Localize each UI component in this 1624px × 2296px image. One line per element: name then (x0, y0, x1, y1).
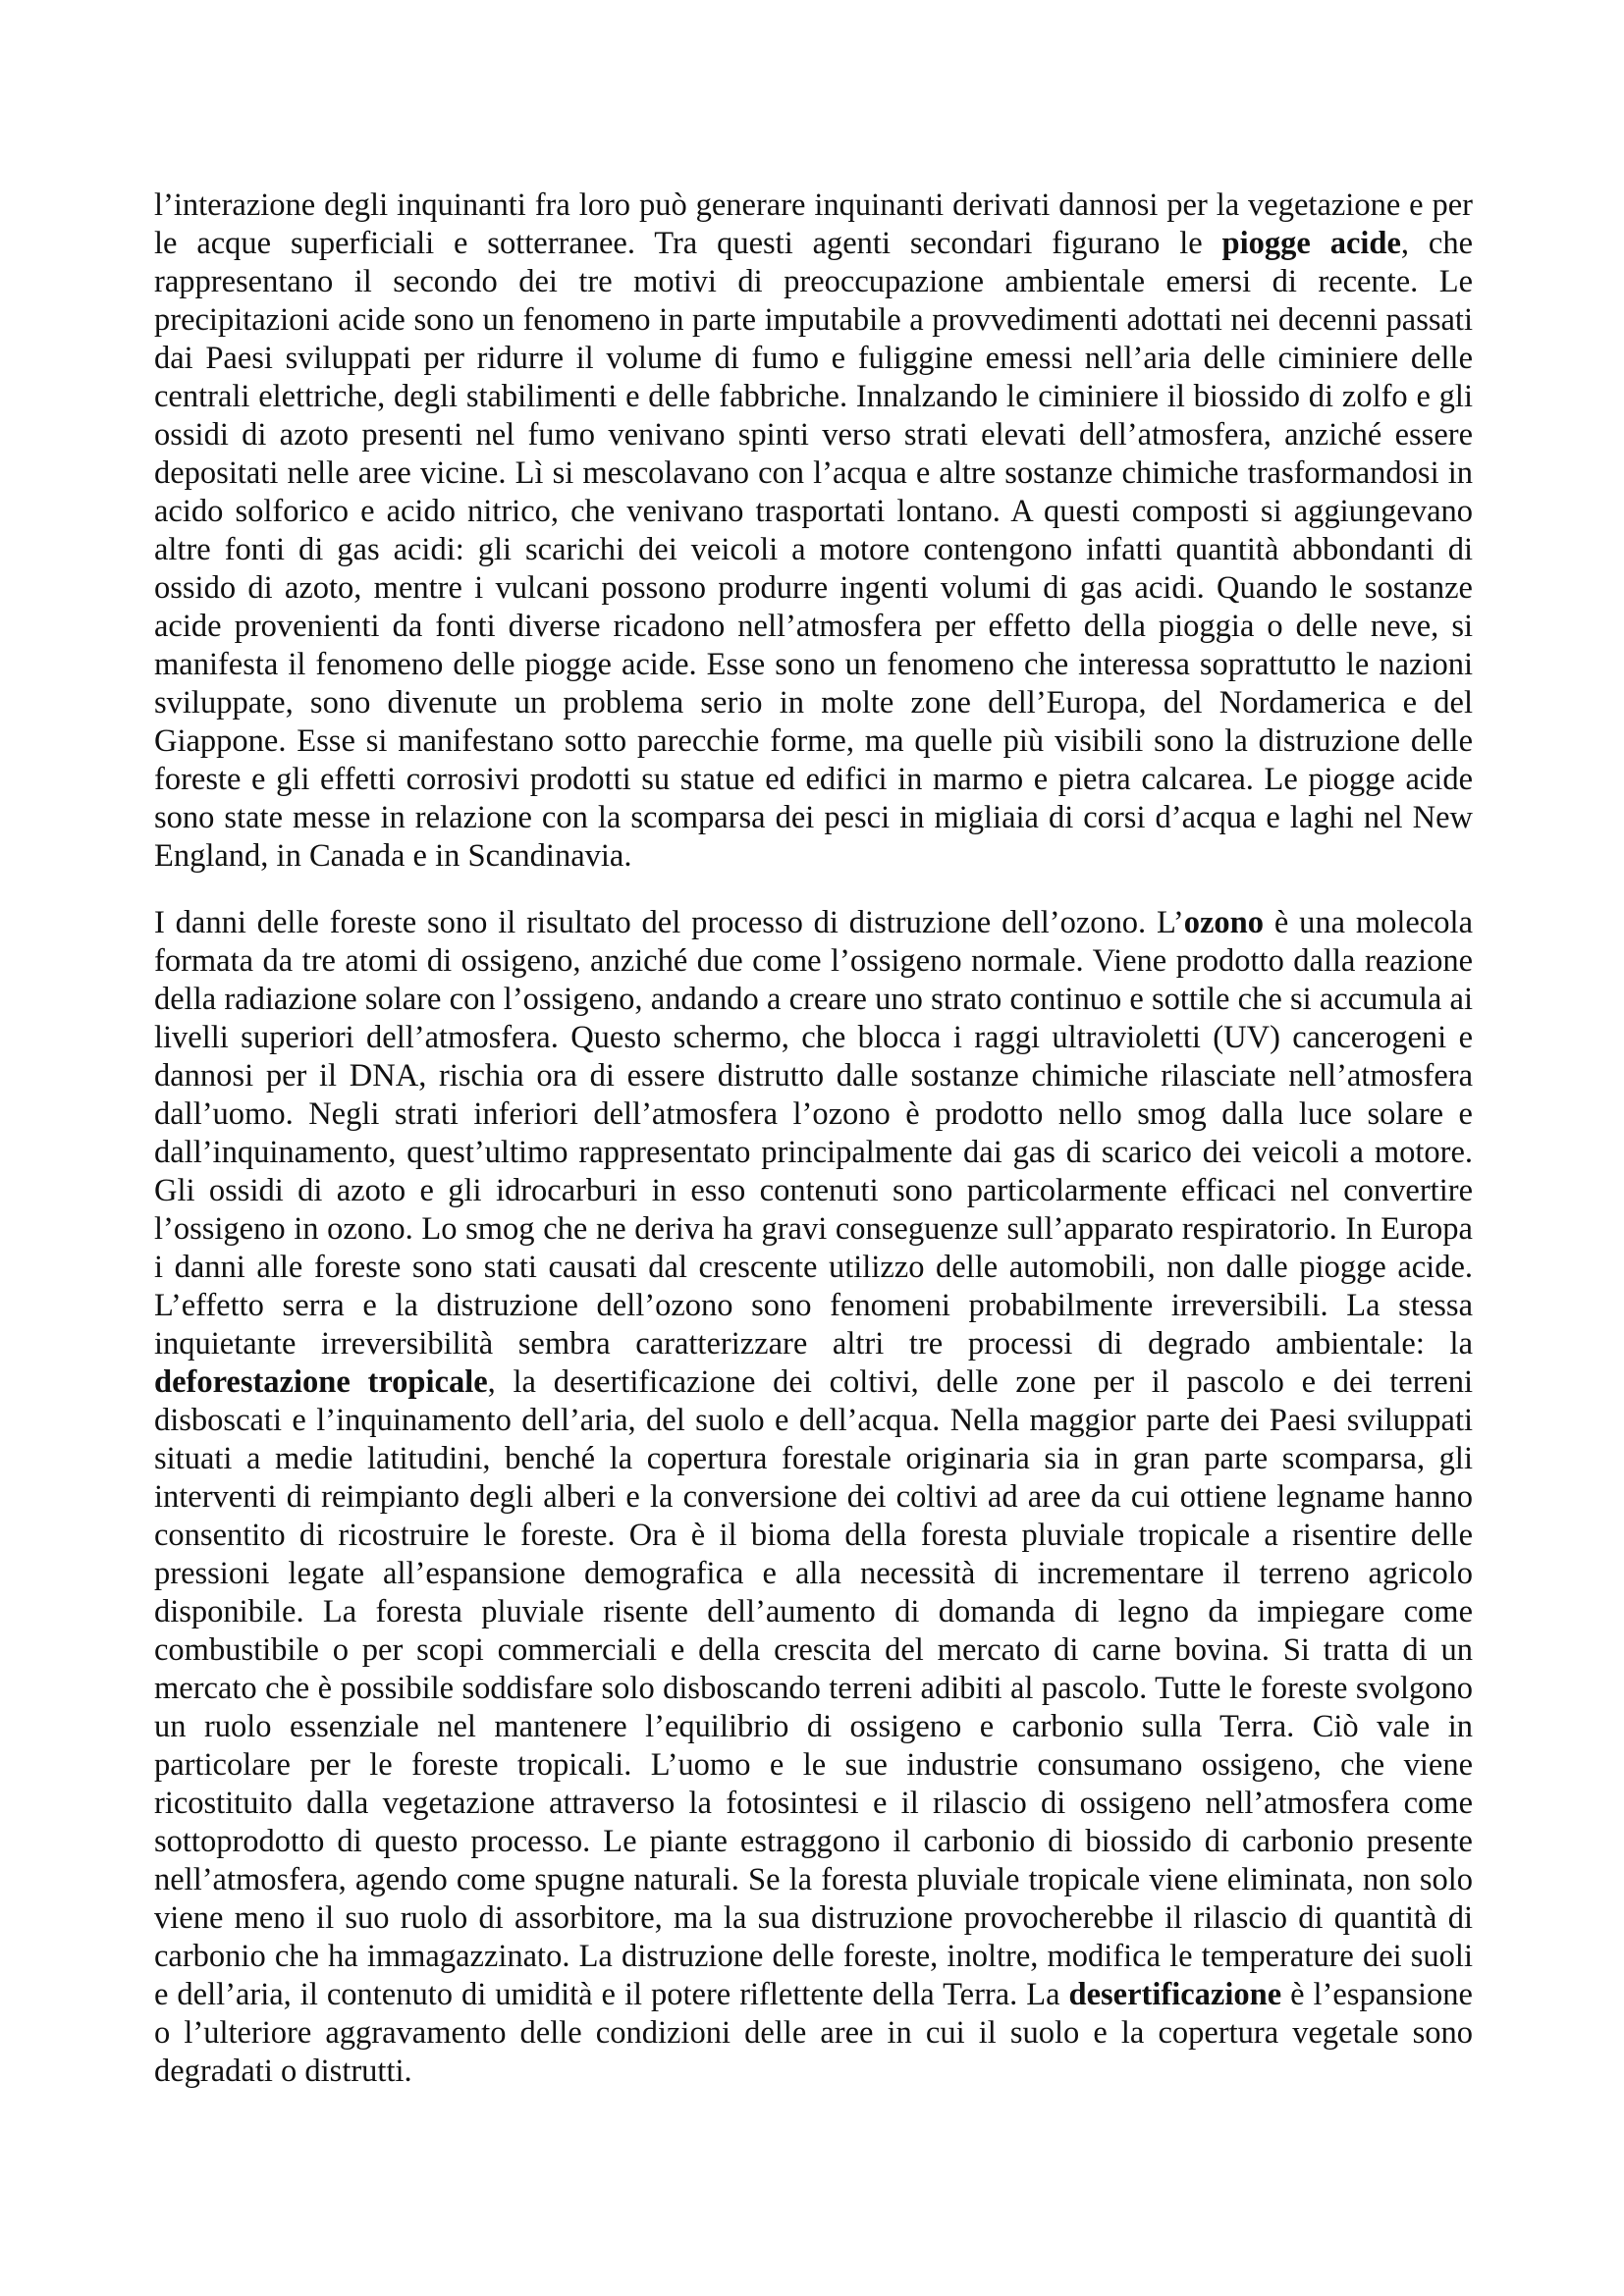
paragraph-text: l’interazione degli inquinanti fra loro può generare inquinanti derivati dannosi per la vegetazione e per le acque superficiali e sotterranee. Tra questi agenti secondari figurano le (154, 187, 1473, 261)
term-deforestazione-tropicale: deforestazione tropicale (154, 1364, 488, 1400)
paragraph-text: è una molecola formata da tre atomi di ossigeno, anziché due come l’ossigeno normale. Viene prodotto dalla reazione della radiazione solare con l’ossigeno, andando a creare uno strato continuo e sottile che si accumula ai livelli superiori dell’atmosfera. Questo schermo, che blocca i raggi ultravioletti (UV) cancerogeni e dannosi per il DNA, rischia ora di essere distrutto dalle sostanze chimiche rilasciate nell’atmosfera dall’uomo. Negli strati inferiori dell’atmosfera l’ozono è prodotto nello smog dalla luce solare e dall’inquinamento, quest’ultimo rappresentato principalmente dai gas di scarico dei veicoli a motore. Gli ossidi di azoto e gli idrocarburi in esso contenuti sono particolarmente efficaci nel convertire l’ossigeno in ozono. Lo smog che ne deriva ha gravi conseguenze sull’apparato respiratorio. In Europa i danni alle foreste sono stati causati dal crescente utilizzo delle automobili, non dalle piogge acide. L’effetto serra e la distruzione dell’ozono sono fenomeni probabilmente irreversibili. La stessa inquietante irreversibilità sembra caratterizzare altri tre processi di degrado ambientale: la (154, 905, 1473, 1362)
paragraph-text: , che rappresentano il secondo dei tre motivi di preoccupazione ambientale emersi di recente. Le precipitazioni acide sono un fenomeno in parte imputabile a provvedimenti adottati nei decenni passati dai Paesi sviluppati per ridurre il volume di fumo e fuliggine emessi nell’aria delle ciminiere delle centrali elettriche, degli stabilimenti e delle fabbriche. Innalzando le ciminiere il biossido di zolfo e gli ossidi di azoto presenti nel fumo venivano spinti verso strati elevati dell’atmosfera, anziché essere depositati nelle aree vicine. Lì si mescolavano con l’acqua e altre sostanze chimiche trasformandosi in acido solforico e acido nitrico, che venivano trasportati lontano. A questi composti si aggiungevano altre fonti di gas acidi: gli scarichi dei veicoli a motore contengono infatti quantità abbondanti di ossido di azoto, mentre i vulcani possono produrre ingenti volumi di gas acidi. Quando le sostanze acide provenienti da fonti diverse ricadono nell’atmosfera per effetto della pioggia o delle neve, si manifesta il fenomeno delle piogge acide. Esse sono un fenomeno che interessa soprattutto le nazioni sviluppate, sono divenute un problema serio in molte zone dell’Europa, del Nordamerica e del Giappone. Esse si manifestano sotto parecchie forme, ma quelle più visibili sono la distruzione delle foreste e gli effetti corrosivi prodotti su statue ed edifici in marmo e pietra calcarea. Le piogge acide sono state messe in relazione con la scomparsa dei pesci in migliaia di corsi d’acqua e laghi nel New England, in Canada e in Scandinavia. (154, 226, 1473, 874)
term-piogge-acide: piogge acide (1221, 226, 1401, 261)
paragraph-text: I danni delle foreste sono il risultato del processo di distruzione dell’ozono. L’ (154, 905, 1184, 940)
paragraph-text: , la desertificazione dei coltivi, delle zone per il pascolo e dei terreni disboscati e l’inquinamento dell’aria, del suolo e dell’acqua. Nella maggior parte dei Paesi sviluppati situati a medie latitudini, benché la copertura forestale originaria sia in gran parte scomparsa, gli interventi di reimpianto degli alberi e la conversione dei coltivi ad aree da cui ottiene legname hanno consentito di ricostruire le foreste. Ora è il bioma della foresta pluviale tropicale a risentire delle pressioni legate all’espansione demografica e alla necessità di incrementare il terreno agricolo disponibile. La foresta pluviale risente dell’aumento di domanda di legno da impiegare come combustibile o per scopi commerciali e della crescita del mercato di carne bovina. Si tratta di un mercato che è possibile soddisfare solo disboscando terreni adibiti al pascolo. Tutte le foreste svolgono un ruolo essenziale nel mantenere l’equilibrio di ossigeno e carbonio sulla Terra. Ciò vale in particolare per le foreste tropicali. L’uomo e le sue industrie consumano ossigeno, che viene ricostituito dalla vegetazione attraverso la fotosintesi e il rilascio di ossigeno nell’atmosfera come sottoprodotto di questo processo. Le piante estraggono il carbonio di biossido di carbonio presente nell’atmosfera, agendo come spugne naturali. Se la foresta pluviale tropicale viene eliminata, non solo viene meno il suo ruolo di assorbitore, ma la sua distruzione provocherebbe il rilascio di quantità di carbonio che ha immagazzinato. La distruzione delle foreste, inoltre, modifica le temperature dei suoli e dell’aria, il contenuto di umidità e il potere riflettente della Terra. La (154, 1364, 1473, 2012)
term-ozono: ozono (1183, 905, 1264, 940)
term-desertificazione: desertificazione (1068, 1977, 1282, 2012)
paragraph-text: è l’espansione o l’ulteriore aggravamento delle condizioni delle aree in cui il suolo e la copertura vegetale sono degradati o distrutti. (154, 1977, 1473, 2089)
document-page (154, 187, 1473, 2091)
paragraph-ozone-deforestation (154, 904, 1473, 2091)
paragraph-acid-rain (154, 187, 1473, 876)
